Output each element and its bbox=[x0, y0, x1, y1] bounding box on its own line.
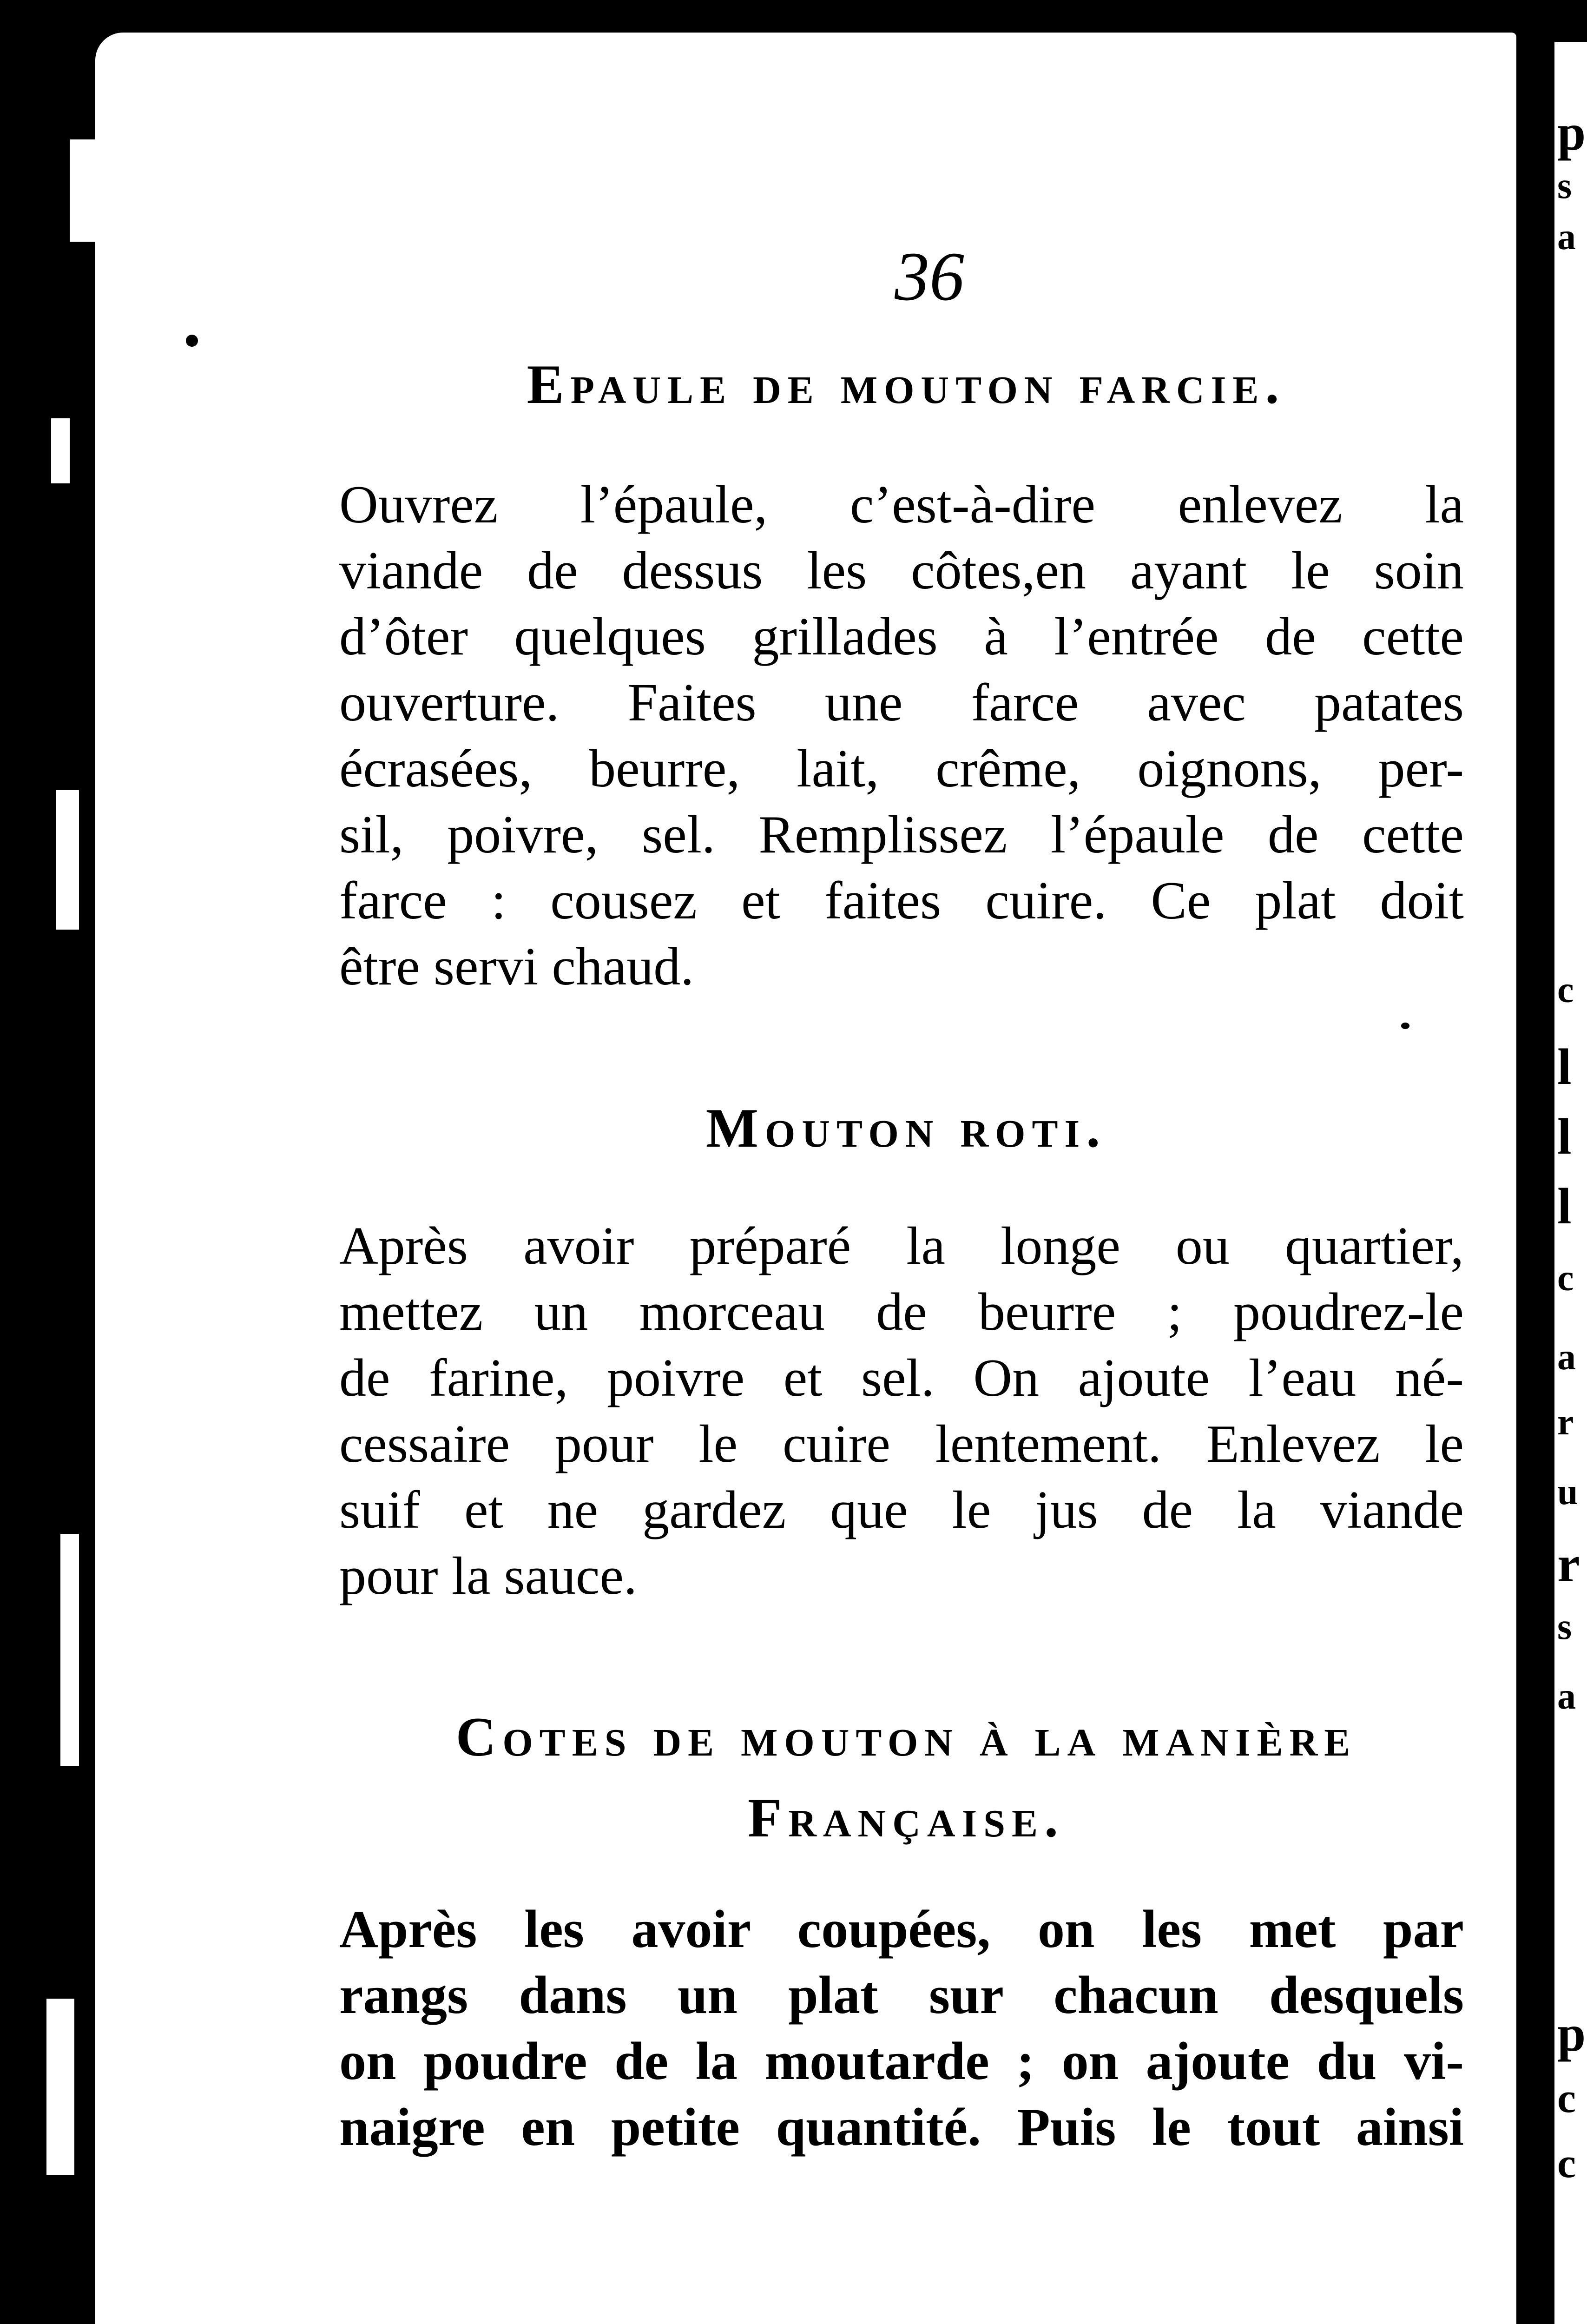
recipe-heading-line: Française. bbox=[747, 1787, 1065, 1849]
next-page-glyph: r bbox=[1557, 1536, 1580, 1592]
recipe-paragraph bbox=[339, 1213, 1464, 1609]
recipe-heading-line: Epaule de mouton farcie. bbox=[527, 353, 1286, 415]
recipe-heading bbox=[325, 344, 1487, 425]
torn-edge-decoration bbox=[70, 139, 98, 242]
recipe-paragraph bbox=[339, 472, 1464, 1000]
text-line: ouverture. Faites une farce avec patates bbox=[339, 673, 1464, 733]
next-page-glyph: p bbox=[1557, 2005, 1586, 2062]
text-line: rangs dans un plat sur chacun desquels bbox=[339, 1966, 1464, 2025]
next-page-glyph: r bbox=[1557, 1402, 1574, 1443]
next-page-glyph: c bbox=[1557, 1258, 1574, 1299]
torn-edge-decoration bbox=[56, 790, 79, 930]
next-page-glyph: c bbox=[1557, 2075, 1576, 2121]
next-page-glyph: a bbox=[1557, 217, 1576, 257]
text-line: de farine, poivre et sel. On ajoute l’eau né- bbox=[339, 1348, 1464, 1408]
torn-edge-decoration bbox=[51, 418, 70, 483]
next-page-glyph: a bbox=[1557, 1337, 1576, 1378]
text-line: cessaire pour le cuire lentement. Enlevez le bbox=[339, 1414, 1464, 1474]
text-line: Ouvrez l’épaule, c’est-à-dire enlevez la bbox=[339, 475, 1464, 535]
recipe-heading-line: Cotes de mouton à la manière bbox=[455, 1706, 1357, 1768]
ink-speck bbox=[186, 335, 198, 347]
next-page-glyph: u bbox=[1557, 1472, 1578, 1512]
text-line: être servi chaud. bbox=[339, 937, 694, 997]
text-line: pour la sauce. bbox=[339, 1546, 637, 1606]
text-line: Après les avoir coupées, on les met par bbox=[339, 1900, 1464, 1959]
ink-speck bbox=[1401, 1023, 1409, 1029]
text-line: écrasées, beurre, lait, crême, oignons, per- bbox=[339, 739, 1464, 799]
next-page-glyph: l bbox=[1557, 1108, 1572, 1165]
torn-edge-decoration bbox=[46, 1999, 74, 2175]
next-page-glyph: s bbox=[1557, 165, 1572, 206]
recipe-paragraph bbox=[339, 1896, 1464, 2160]
text-line: mettez un morceau de beurre ; poudrez-le bbox=[339, 1282, 1464, 1342]
next-page-glyph: c bbox=[1557, 2140, 1576, 2186]
recipe-heading bbox=[325, 1088, 1487, 1169]
next-page-glyph: a bbox=[1557, 1676, 1576, 1717]
next-page-edge bbox=[1554, 42, 1587, 2324]
text-line: Après avoir préparé la longe ou quartier, bbox=[339, 1216, 1464, 1276]
recipe-heading-line: Mouton roti. bbox=[705, 1097, 1107, 1159]
text-line: d’ôter quelques grillades à l’entrée de cette bbox=[339, 607, 1464, 667]
next-page-glyph: s bbox=[1557, 1606, 1572, 1647]
next-page-glyph: l bbox=[1557, 1178, 1572, 1235]
text-line: on poudre de la moutarde ; on ajoute du vi- bbox=[339, 2032, 1464, 2091]
next-page-glyph: c bbox=[1557, 970, 1574, 1010]
page-number: 36 bbox=[895, 238, 964, 315]
text-line: farce : cousez et faites cuire. Ce plat doit bbox=[339, 871, 1464, 931]
text-line: sil, poivre, sel. Remplissez l’épaule de cette bbox=[339, 805, 1464, 865]
text-line: naigre en petite quantité. Puis le tout ainsi bbox=[339, 2098, 1464, 2157]
text-line: suif et ne gardez que le jus de la viande bbox=[339, 1480, 1464, 1540]
text-line: viande de dessus les côtes,en ayant le soin bbox=[339, 541, 1464, 601]
torn-edge-decoration bbox=[60, 1534, 79, 1766]
recipe-heading bbox=[325, 1697, 1487, 1858]
next-page-glyph: l bbox=[1557, 1038, 1572, 1095]
next-page-glyph: p bbox=[1557, 104, 1586, 161]
